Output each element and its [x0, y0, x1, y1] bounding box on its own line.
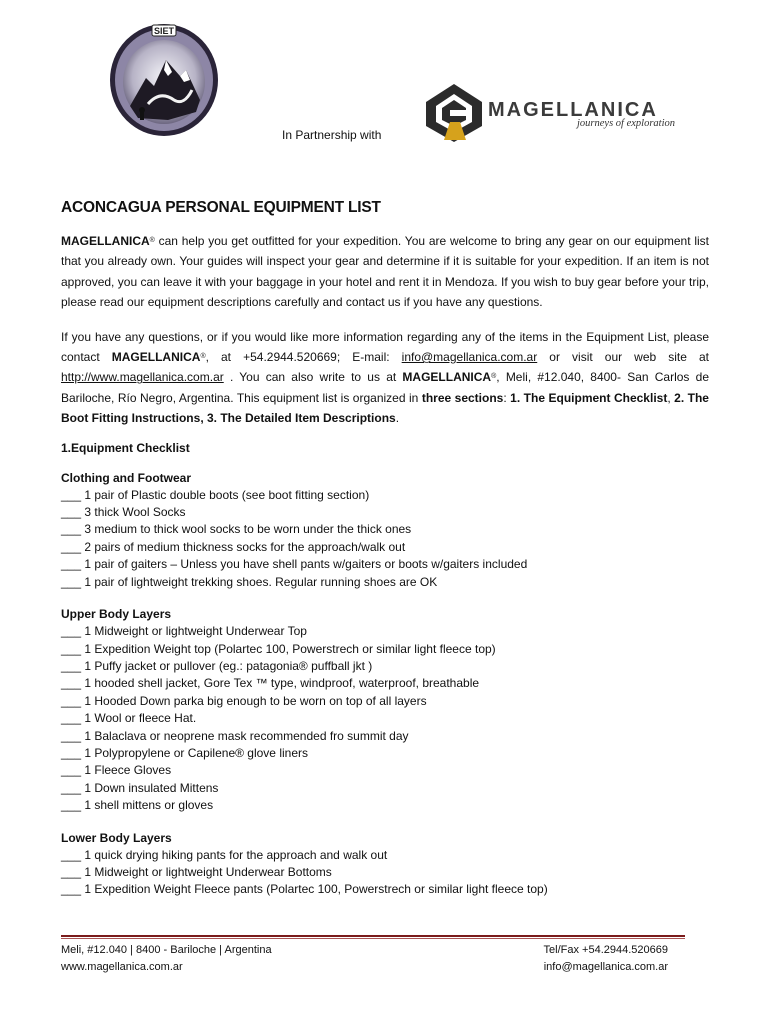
list-item: ___ 1 quick drying hiking pants for the approach and walk out: [61, 847, 388, 862]
list-item: ___ 1 Hooded Down parka big enough to be worn on top of all layers: [61, 693, 427, 708]
group-heading: Clothing and Footwear: [61, 470, 191, 485]
footer-divider: [61, 935, 685, 937]
main-content: [61, 199, 709, 899]
intro-text: can help you get outfitted for your expedition. You are welcome to bring any gear on our equipment list that you already own. Your guides will inspect your gear and determine if it is suitable for your expedition. If an item is not approved, you can leave it with your baggage in your hotel and rent it in Mendoza. If you wish to buy gear before your trip, please read our equipment descriptions carefully and contact us if you have any questions.: [61, 234, 709, 310]
equipment-list: [61, 847, 709, 899]
group-heading: Upper Body Layers: [61, 607, 172, 622]
list-item: ___ 1 shell mittens or gloves: [61, 798, 214, 813]
equipment-groups: [61, 469, 709, 899]
sections-label: three sections: [421, 390, 504, 405]
contact-text-8: .: [395, 411, 400, 426]
contact-brand-2: MAGELLANICA: [402, 370, 492, 385]
list-item: ___ 1 pair of lightweight trekking shoes. Regular running shoes are OK: [61, 574, 438, 589]
list-item: ___ 1 Wool or fleece Hat.: [61, 711, 197, 726]
contact-brand-1: MAGELLANICA: [111, 350, 201, 365]
list-item: ___ 1 hooded shell jacket, Gore Tex ™ type, windproof, waterproof, breathable: [61, 676, 480, 691]
contact-text-5: , Meli, #12.040, 8400- San Carlos de Bariloche, Río Negro, Argentina. This equipment list is organized in: [61, 370, 709, 405]
contact-text-6: :: [503, 390, 511, 405]
equipment-list: [61, 623, 709, 814]
list-item: ___ 1 Expedition Weight Fleece pants (Polartec 100, Powerstrech or similar light fleece top): [61, 882, 548, 897]
list-item: ___ 1 Midweight or lightweight Underwear Top: [61, 624, 307, 639]
list-item: ___ 1 Puffy jacket or pullover (eg.: patagonia® puffball jkt ): [61, 658, 373, 673]
group-heading: Lower Body Layers: [61, 830, 172, 845]
siet-logo-text: SIET: [153, 26, 175, 36]
equipment-list: [61, 487, 709, 591]
footer-divider-thin: [61, 938, 685, 939]
footer-web[interactable]: www.magellanica.com.ar: [61, 961, 183, 973]
list-item: ___ 1 Balaclava or neoprene mask recommended fro summit day: [61, 728, 409, 743]
list-item: ___ 1 Expedition Weight top (Polartec 100, Powerstrech or similar light fleece top): [61, 641, 496, 656]
email-link[interactable]: info@magellanica.com.ar: [401, 350, 538, 365]
contact-text-7: ,: [667, 390, 675, 405]
contact-reg-2: ®: [491, 373, 497, 381]
list-item: ___ 1 Fleece Gloves: [61, 763, 172, 778]
contact-text-1: If you have any questions, or if you would like more information regarding any of the items in the Equipment List, please contact: [61, 329, 709, 365]
siet-logo: [108, 20, 220, 138]
list-item: ___ 1 pair of gaiters – Unless you have shell pants w/gaiters or boots w/gaiters included: [61, 557, 528, 572]
brand-name: MAGELLANICA: [488, 99, 658, 121]
brand-tagline: journeys of exploration: [577, 118, 675, 129]
intro-brand: MAGELLANICA: [61, 234, 150, 248]
list-item: ___ 2 pairs of medium thickness socks for the approach/walk out: [61, 539, 406, 554]
list-item: ___ 1 Polypropylene or Capilene® glove liners: [61, 745, 308, 760]
partnership-label: In Partnership with: [282, 128, 382, 142]
website-link[interactable]: http://www.magellanica.com.ar: [61, 370, 224, 385]
contact-reg-1: ®: [200, 353, 206, 361]
contact-text-3: or visit our web site at: [537, 350, 710, 365]
intro-reg-mark: ®: [149, 237, 155, 244]
footer-address: Meli, #12.040 | 8400 - Bariloche | Argentina: [61, 944, 272, 956]
list-item: ___ 1 pair of Plastic double boots (see boot fitting section): [61, 487, 370, 502]
footer-contact-block: [544, 942, 668, 976]
footer-phone: Tel/Fax +54.2944.520669: [543, 944, 668, 956]
checklist-heading: 1.Equipment Checklist: [61, 440, 190, 455]
page-title: ACONCAGUA PERSONAL EQUIPMENT LIST: [61, 199, 381, 216]
contact-text-2: , at +54.2944.520669; E-mail:: [205, 350, 402, 365]
list-item: ___ 3 thick Wool Socks: [61, 505, 186, 520]
list-item: ___ 3 medium to thick wool socks to be worn under the thick ones: [61, 522, 412, 537]
contact-text-4: . You can also write to us at: [223, 370, 403, 385]
list-item: ___ 1 Down insulated Mittens: [61, 780, 219, 795]
footer-email[interactable]: info@magellanica.com.ar: [543, 961, 668, 973]
section-2-3-label: 2. The Boot Fitting Instructions, 3. The Detailed Item Descriptions: [61, 390, 709, 426]
intro-paragraph: [61, 231, 709, 313]
section-1-label: 1. The Equipment Checklist: [510, 390, 668, 405]
footer-address-block: [61, 942, 272, 976]
list-item: ___ 1 Midweight or lightweight Underwear Bottoms: [61, 864, 332, 879]
contact-paragraph: [61, 327, 709, 429]
